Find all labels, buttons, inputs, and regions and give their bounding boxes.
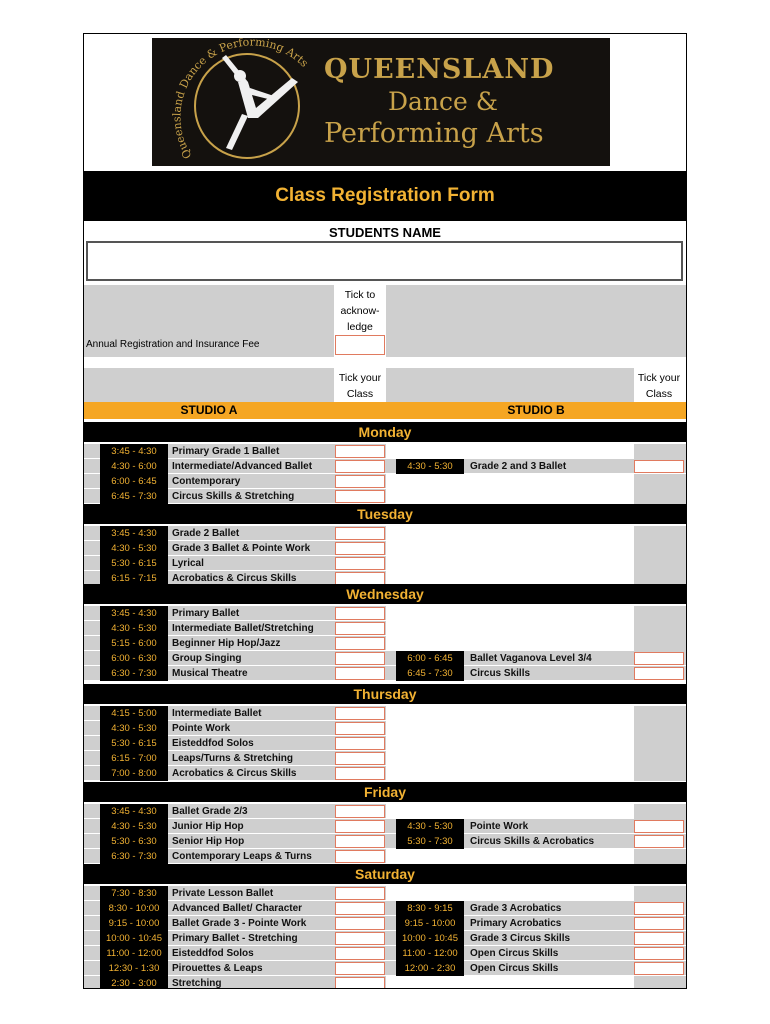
header-bg-b [386,368,634,402]
registration-form [83,33,687,989]
class-name: Intermediate/Advanced Ballet [172,461,313,472]
class-checkbox-b[interactable] [634,902,684,915]
class-checkbox-a[interactable] [335,902,385,915]
class-checkbox-a[interactable] [335,887,385,900]
class-name: Pirouettes & Leaps [172,963,263,974]
class-name: Intermediate Ballet/Stretching [172,623,314,634]
class-time: 6:15 - 7:15 [100,571,168,586]
class-time: 3:45 - 4:30 [100,444,168,459]
class-checkbox-a[interactable] [335,707,385,720]
class-name-b: Open Circus Skills [470,948,559,959]
studio-b-tick-empty [634,849,686,864]
class-checkbox-a[interactable] [335,767,385,780]
class-checkbox-a[interactable] [335,445,385,458]
class-checkbox-a[interactable] [335,962,385,975]
class-name-b: Grade 3 Circus Skills [470,933,571,944]
class-checkbox-a[interactable] [335,622,385,635]
class-name: Primary Ballet - Stretching [172,933,298,944]
class-name: Acrobatics & Circus Skills [172,768,297,779]
studio-b-tick-empty [634,541,686,556]
class-checkbox-a[interactable] [335,637,385,650]
class-checkbox-a[interactable] [335,527,385,540]
class-name: Senior Hip Hop [172,836,245,847]
class-checkbox-b[interactable] [634,460,684,473]
class-time-b: 4:30 - 5:30 [396,819,464,834]
class-checkbox-a[interactable] [335,917,385,930]
class-time-b: 11:00 - 12:00 [396,946,464,961]
class-name: Pointe Work [172,723,231,734]
class-name: Ballet Grade 3 - Pointe Work [172,918,307,929]
class-checkbox-b[interactable] [634,962,684,975]
class-time: 2:30 - 3:00 [100,976,168,989]
studio-b-cell [386,766,634,781]
studio-b-cell [386,736,634,751]
class-name: Intermediate Ballet [172,708,262,719]
class-time: 7:00 - 8:00 [100,766,168,781]
class-checkbox-a[interactable] [335,652,385,665]
class-name: Acrobatics & Circus Skills [172,573,297,584]
studio-b-tick-empty [634,751,686,766]
logo-line-1: QUEENSLAND [324,54,555,85]
class-name: Group Singing [172,653,242,664]
day-header-saturday: Saturday [84,864,686,884]
studio-b-tick-empty [634,474,686,489]
class-checkbox-a[interactable] [335,977,385,989]
studio-b-cell [386,474,634,489]
studio-b-tick-empty [634,736,686,751]
class-time: 3:45 - 4:30 [100,804,168,819]
class-checkbox-a[interactable] [335,667,385,680]
studio-b-tick-empty [634,606,686,621]
studio-b-cell [386,751,634,766]
class-name-b: Pointe Work [470,821,529,832]
class-time: 5:30 - 6:15 [100,556,168,571]
class-checkbox-b[interactable] [634,652,684,665]
class-time: 5:15 - 6:00 [100,636,168,651]
class-time: 3:45 - 4:30 [100,526,168,541]
class-checkbox-a[interactable] [335,607,385,620]
class-time-b: 6:00 - 6:45 [396,651,464,666]
student-name-label: STUDENTS NAME [329,225,441,240]
class-name: Contemporary [172,476,241,487]
class-name: Contemporary Leaps & Turns [172,851,312,862]
fee-label: Annual Registration and Insurance Fee [86,339,260,350]
class-time: 12:30 - 1:30 [100,961,168,976]
class-name-b: Primary Acrobatics [470,918,562,929]
logo-line-2: Dance & [388,87,499,116]
class-time: 6:45 - 7:30 [100,489,168,504]
class-checkbox-a[interactable] [335,752,385,765]
studio-b-tick-empty [634,886,686,901]
studio-b-cell [386,526,634,541]
class-time: 7:30 - 8:30 [100,886,168,901]
studio-b-cell [386,621,634,636]
class-time: 5:30 - 6:30 [100,834,168,849]
class-checkbox-a[interactable] [335,947,385,960]
class-name: Advanced Ballet/ Character [172,903,303,914]
class-time: 8:30 - 10:00 [100,901,168,916]
class-name: Private Lesson Ballet [172,888,274,899]
studio-b-cell [386,886,634,901]
class-time: 6:15 - 7:00 [100,751,168,766]
class-name: Musical Theatre [172,668,248,679]
student-name-input[interactable] [86,241,683,281]
class-name-b: Ballet Vaganova Level 3/4 [470,653,592,664]
class-time-b: 6:45 - 7:30 [396,666,464,681]
studio-b-cell [386,849,634,864]
class-time: 6:30 - 7:30 [100,666,168,681]
tick-class-header-b: Tick your Class [637,372,681,400]
class-time: 6:30 - 7:30 [100,849,168,864]
form-title: Class Registration Form [84,171,686,221]
class-name-b: Circus Skills [470,668,531,679]
class-time: 5:30 - 6:15 [100,736,168,751]
class-time-b: 10:00 - 10:45 [396,931,464,946]
studio-b-tick-empty [634,706,686,721]
logo-line-3: Performing Arts [324,118,544,149]
class-time: 6:00 - 6:30 [100,651,168,666]
class-checkbox-a[interactable] [335,850,385,863]
class-checkbox-b[interactable] [634,820,684,833]
class-checkbox-a[interactable] [335,557,385,570]
studio-b-cell [386,976,634,989]
class-name: Circus Skills & Stretching [172,491,295,502]
studio-b-cell [386,541,634,556]
class-time-b: 8:30 - 9:15 [396,901,464,916]
class-time: 4:15 - 5:00 [100,706,168,721]
logo-arc-text: Queensland Dance & Performing Arts [170,38,311,162]
studio-b-cell [386,804,634,819]
class-name: Primary Ballet [172,608,240,619]
studio-b-label: STUDIO B [507,403,565,417]
studio-b-cell [386,444,634,459]
studio-b-cell [386,636,634,651]
studio-b-tick-empty [634,976,686,989]
class-checkbox-b[interactable] [634,932,684,945]
class-name: Stretching [172,978,222,989]
studio-b-cell [386,556,634,571]
studio-b-cell [386,606,634,621]
class-time: 4:30 - 6:00 [100,459,168,474]
studio-b-tick-empty [634,804,686,819]
class-time: 10:00 - 10:45 [100,931,168,946]
studio-b-tick-empty [634,621,686,636]
studio-b-tick-empty [634,526,686,541]
class-checkbox-a[interactable] [335,475,385,488]
class-name-b: Circus Skills & Acrobatics [470,836,595,847]
class-time-b: 9:15 - 10:00 [396,916,464,931]
class-name: Grade 3 Ballet & Pointe Work [172,543,311,554]
class-time-b: 5:30 - 7:30 [396,834,464,849]
class-time-b: 12:00 - 2:30 [396,961,464,976]
day-header-thursday: Thursday [84,684,686,704]
class-time: 9:15 - 10:00 [100,916,168,931]
class-name: Eisteddfod Solos [172,948,254,959]
class-checkbox-a[interactable] [335,932,385,945]
class-time: 11:00 - 12:00 [100,946,168,961]
class-checkbox-a[interactable] [335,722,385,735]
class-checkbox-b[interactable] [634,667,684,680]
fee-area-bg-right [386,285,686,357]
fee-acknowledge-checkbox[interactable] [335,335,385,355]
studio-b-cell [386,489,634,504]
studio-b-tick-empty [634,489,686,504]
class-checkbox-a[interactable] [335,805,385,818]
class-name: Lyrical [172,558,204,569]
class-name: Primary Grade 1 Ballet [172,446,280,457]
studio-b-tick-empty [634,556,686,571]
class-checkbox-a[interactable] [335,490,385,503]
school-logo [152,38,610,166]
class-name-b: Grade 2 and 3 Ballet [470,461,567,472]
studio-b-cell [386,721,634,736]
class-checkbox-a[interactable] [335,542,385,555]
class-checkbox-a[interactable] [335,820,385,833]
class-checkbox-b[interactable] [634,947,684,960]
class-checkbox-b[interactable] [634,835,684,848]
class-time: 6:00 - 6:45 [100,474,168,489]
class-time-b: 4:30 - 5:30 [396,459,464,474]
tick-class-header-a: Tick your Class [338,372,382,400]
studio-b-cell [386,706,634,721]
studio-b-tick-empty [634,444,686,459]
class-time: 4:30 - 5:30 [100,721,168,736]
class-checkbox-b[interactable] [634,917,684,930]
studio-b-tick-empty [634,636,686,651]
studio-b-tick-empty [634,766,686,781]
class-time: 3:45 - 4:30 [100,606,168,621]
class-name-b: Open Circus Skills [470,963,559,974]
class-name: Ballet Grade 2/3 [172,806,248,817]
class-name: Beginner Hip Hop/Jazz [172,638,281,649]
class-name: Grade 2 Ballet [172,528,240,539]
class-checkbox-a[interactable] [335,737,385,750]
class-name: Leaps/Turns & Stretching [172,753,293,764]
class-name: Eisteddfod Solos [172,738,254,749]
studio-a-label: STUDIO A [180,403,238,417]
class-checkbox-a[interactable] [335,460,385,473]
acknowledge-header: Tick to acknow- ledge [340,289,380,333]
class-name: Junior Hip Hop [172,821,244,832]
class-time: 4:30 - 5:30 [100,819,168,834]
day-header-monday: Monday [84,422,686,442]
day-header-friday: Friday [84,782,686,802]
svg-text:Queensland Dance & Performing [170,38,311,161]
class-time: 4:30 - 5:30 [100,541,168,556]
class-name-b: Grade 3 Acrobatics [470,903,562,914]
studio-b-tick-empty [634,721,686,736]
day-header-wednesday: Wednesday [84,584,686,604]
header-bg [84,368,334,402]
class-checkbox-a[interactable] [335,835,385,848]
class-time: 4:30 - 5:30 [100,621,168,636]
day-header-tuesday: Tuesday [84,504,686,524]
